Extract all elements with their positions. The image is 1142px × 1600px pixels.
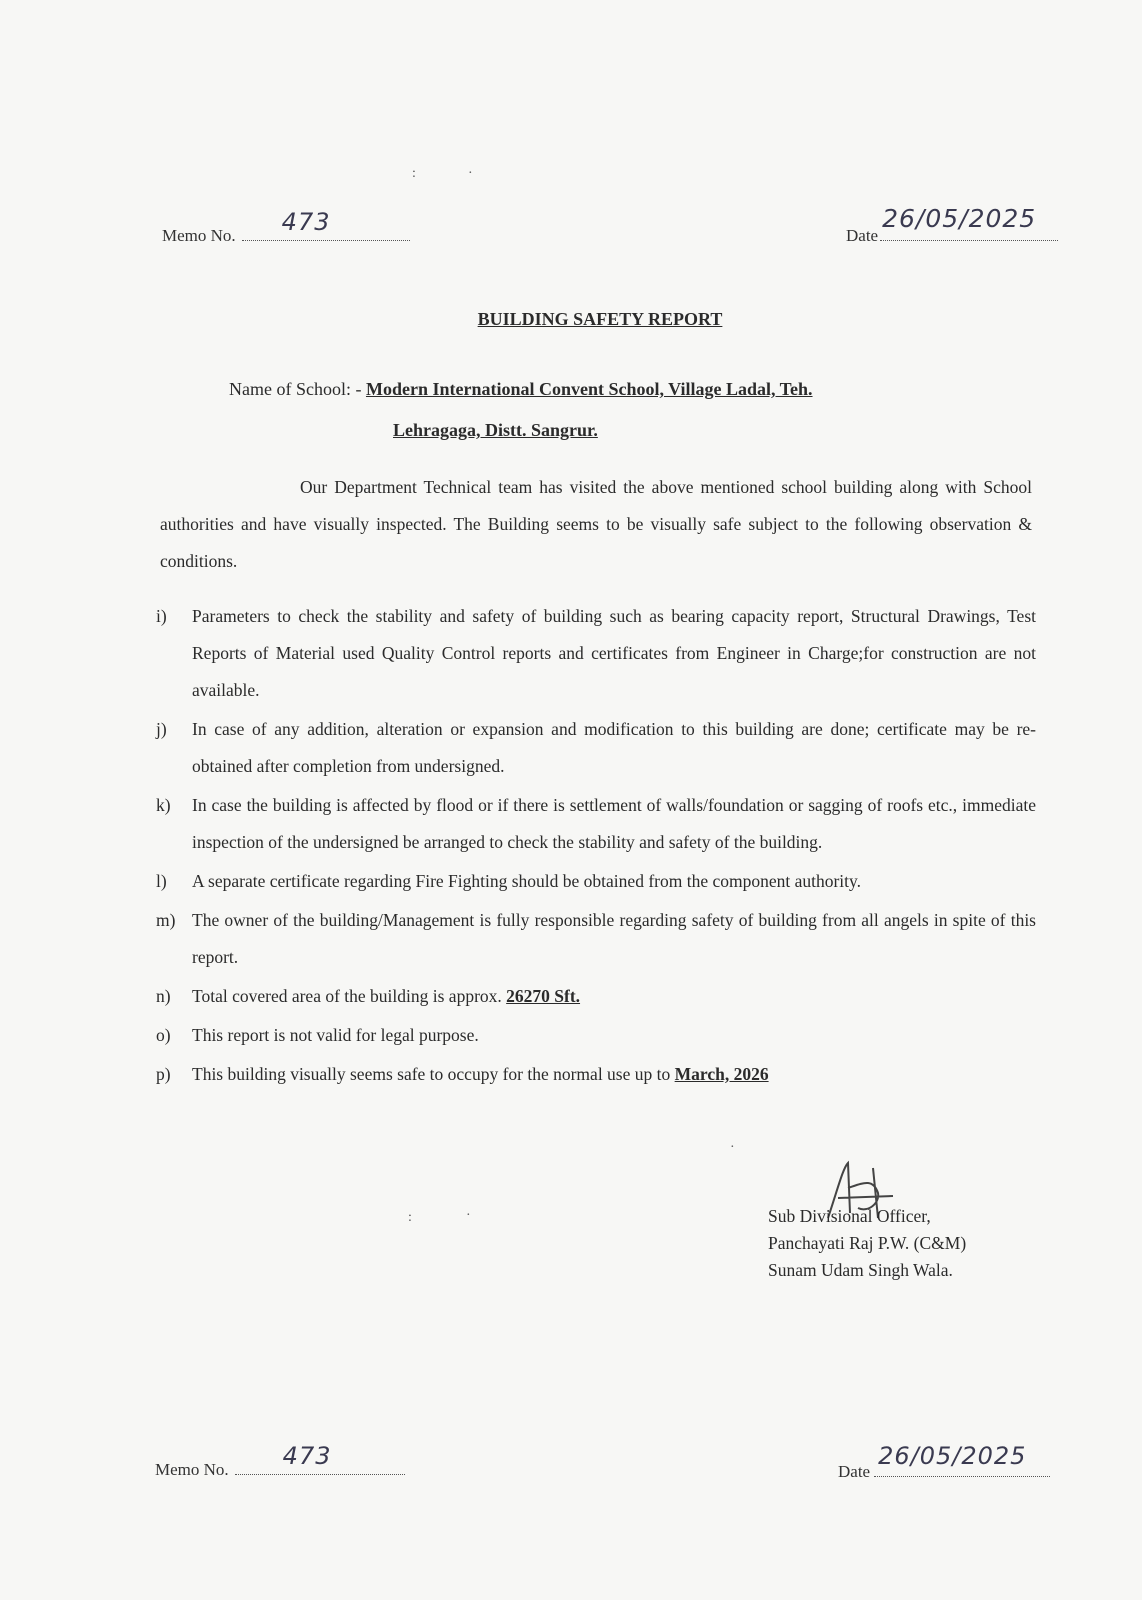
condition-item [156,1017,1036,1054]
condition-text [192,978,1036,1015]
scan-speck: · [466,1208,471,1223]
footer-memo-label: Memo No. [155,1460,229,1479]
condition-marker: i) [156,606,167,626]
date-label: Date [846,226,879,245]
footer-date-label: Date [838,1462,871,1481]
condition-marker: n) [156,986,171,1006]
footer-date-handwritten: 26/05/2025 [878,1442,1027,1470]
school-label: Name of School: - [229,379,362,399]
valid-until-date: March, 2026 [674,1064,769,1084]
date-handwritten: 26/05/2025 [882,204,1037,233]
condition-item [156,1056,1036,1093]
condition-text: In case of any addition, alteration or expansion and modification to this building are done; certificate may be re-obtained after completion from undersigned. [192,719,1036,776]
condition-text: Parameters to check the stability and safety of building such as bearing capacity report, Structural Drawings, Test Reports of Material used Quality Control reports and certificates from Engineer in Charge;for construction are not available. [192,606,1036,700]
intro-paragraph: Our Department Technical team has visited the above mentioned school building along with School authorities and have visually inspected. The Building seems to be visually safe subject to the following observation & conditions. [160,477,1032,571]
condition-marker: j) [156,719,167,739]
condition-text: The owner of the building/Management is fully responsible regarding safety of building from all angels in spite of this report. [192,910,1036,967]
condition-text: In case the building is affected by flood or if there is settlement of walls/foundation or sagging of roofs etc., immediate inspection of the undersigned be arranged to check the stability and safety of the building. [192,795,1036,852]
signature-block [768,1203,966,1284]
condition-marker: l) [156,871,167,891]
condition-item [156,978,1036,1015]
condition-item [156,863,1036,900]
footer-date-field [838,1442,1050,1482]
footer-memo-number-blank [235,1442,405,1475]
condition-text-body: Total covered area of the building is approx. [192,986,502,1006]
conditions-list [156,598,1036,1095]
condition-item [156,787,1036,861]
signatory-location: Sunam Udam Singh Wala. [768,1260,953,1280]
memo-number-handwritten: 473 [281,208,331,236]
date-field [846,204,1058,246]
memo-number-field [162,208,410,246]
footer-memo-number-field [155,1442,405,1480]
school-name-part-2: Lehragaga, Distt. Sangrur. [393,420,598,440]
covered-area-value: 26270 Sft. [506,986,581,1006]
condition-text: A separate certificate regarding Fire Fighting should be obtained from the component authority. [192,871,862,891]
condition-item [156,711,1036,785]
school-name-line-2 [393,420,598,441]
footer-date-blank [874,1442,1050,1477]
date-blank [880,204,1058,241]
memo-number-blank [242,208,410,241]
condition-item [156,598,1036,709]
condition-text: This report is not valid for legal purpose. [192,1025,479,1045]
condition-marker: o) [156,1025,171,1045]
scan-speck: · [468,166,473,181]
condition-item [156,902,1036,976]
signatory-title: Sub Divisional Officer, [768,1206,931,1226]
report-title: BUILDING SAFETY REPORT [477,309,723,329]
scan-speck: : [408,1210,412,1225]
scan-speck: · [730,1140,735,1155]
memo-label: Memo No. [162,226,236,245]
condition-text-body: This building visually seems safe to occupy for the normal use up to [192,1064,671,1084]
signatory-department: Panchayati Raj P.W. (C&M) [768,1233,967,1253]
school-name-part-1: Modern International Convent School, Village Ladal, Teh. [365,379,813,399]
scan-speck: : [412,166,416,181]
footer-memo-number-handwritten: 473 [282,1442,332,1470]
condition-marker: k) [156,795,171,815]
condition-text [192,1056,1036,1093]
condition-marker: p) [156,1064,171,1084]
school-name-line-1 [229,379,813,400]
condition-marker: m) [156,910,176,930]
